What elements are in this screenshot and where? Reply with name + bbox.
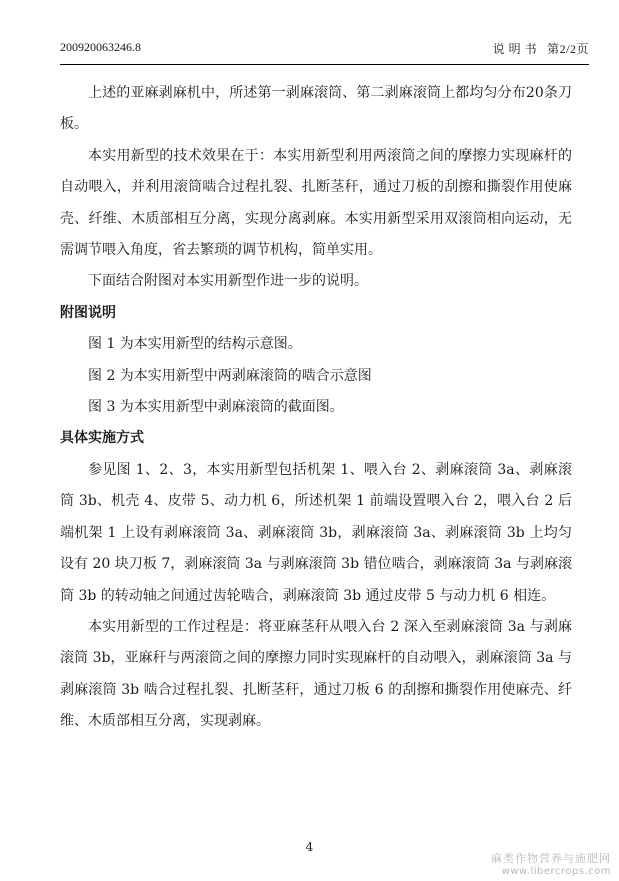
- watermark-url: www.libercrops.com: [501, 866, 611, 877]
- document-type: 说 明 书: [492, 42, 538, 56]
- document-body: [60, 78, 572, 738]
- paragraph-1: 上述的亚麻剥麻机中，所述第一剥麻滚筒、第二剥麻滚筒上都均匀分布20条刀板。: [60, 85, 572, 133]
- section-heading-embodiment: 具体实施方式: [60, 430, 144, 447]
- figure-2-description: 图 2 为本实用新型中两剥麻滚筒的啮合示意图: [88, 367, 372, 384]
- header-rule: [60, 64, 589, 65]
- page-indicator: 第2/2页: [547, 42, 589, 56]
- page-number: 4: [305, 840, 314, 854]
- figure-3-description: 图 3 为本实用新型中剥麻滚筒的截面图。: [88, 399, 344, 416]
- paragraph-2: 本实用新型的技术效果在于：本实用新型利用两滚筒之间的摩擦力实现麻杆的自动喂入，并利用滚筒啮合过程扎裂、扎断茎秆，通过刀板的刮擦和撕裂作用使麻壳、纤维、木质部相互分离，实现分离剥麻。本实用新型采用双滚筒相向运动，无需调节喂入角度，省去繁琐的调节机构，简单实用。: [60, 147, 572, 259]
- watermark-title: 麻类作物营养与施肥网: [491, 852, 611, 865]
- header-right: [493, 40, 589, 57]
- document-number: 200920063246.8: [60, 40, 141, 54]
- page-header: [60, 40, 589, 60]
- section-heading-figures: 附图说明: [60, 304, 116, 321]
- paragraph-3: 下面结合附图对本实用新型作进一步的说明。: [88, 273, 368, 290]
- watermark: [491, 852, 611, 878]
- figure-1-description: 图 1 为本实用新型的结构示意图。: [88, 336, 302, 353]
- paragraph-5: 本实用新型的工作过程是：将亚麻茎秆从喂入台 2 深入至剥麻滚筒 3a 与剥麻滚筒 3b，亚麻秆与两滚筒之间的摩擦力同时实现麻杆的自动喂入，剥麻滚筒 3a 与剥麻滚筒 3b 啮合过程扎裂、扎断茎秆，通过刀板 6 的刮擦和撕裂作用使麻壳、纤维、木质部相互分离，实现剥麻。: [60, 618, 572, 730]
- paragraph-4: 参见图 1、2、3，本实用新型包括机架 1、喂入台 2、剥麻滚筒 3a、剥麻滚筒 3b、机壳 4、皮带 5、动力机 6，所述机架 1 前端设置喂入台 2，喂入台 2 后端机架 1 上设有剥麻滚筒 3a、剥麻滚筒 3b，剥麻滚筒 3a、剥麻滚筒 3b 上均匀设有 20 块刀板 7，剥麻滚筒 3a 与剥麻滚筒 3b 错位啮合，剥麻滚筒 3a 与剥麻滚筒 3b 的转动轴之间通过齿轮啮合，剥麻滚筒 3b 通过皮带 5 与动力机 6 相连。: [60, 461, 572, 604]
